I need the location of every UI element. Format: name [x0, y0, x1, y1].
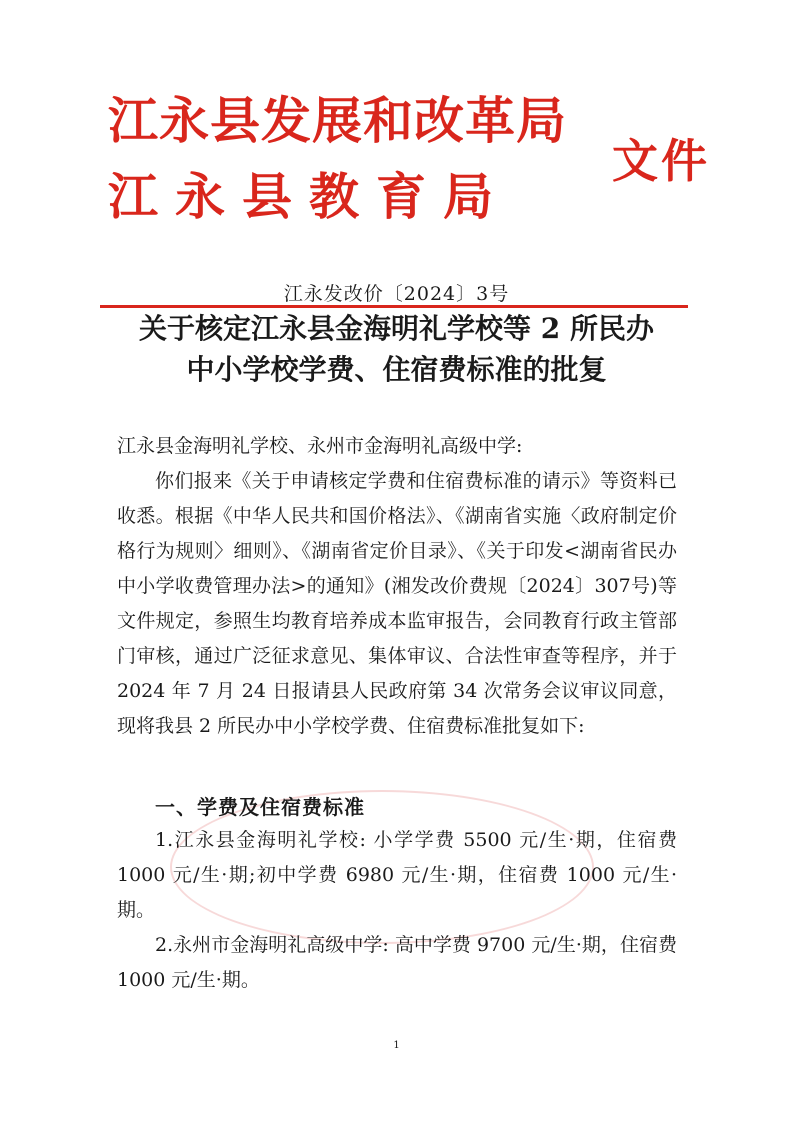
page-number: 1 — [393, 1040, 400, 1051]
document-number: 江永发改价〔2024〕3号 — [283, 283, 510, 305]
document-title-line2: 中小学校学费、住宿费标准的批复 — [186, 353, 607, 386]
section-heading-fee-standards: 一、学费及住宿费标准 — [155, 795, 365, 819]
fee-item-1: 1.江永县金海明礼学校: 小学学费 5500 元/生·期，住宿费 1000 元/生·期;初中学费 6980 元/生·期，住宿费 1000 元/生·期。 — [117, 829, 677, 921]
issuing-org-line2: 江永县教育局 — [108, 167, 510, 226]
document-type-label: 文件 — [612, 134, 710, 188]
header-red-rule — [100, 305, 688, 308]
body-paragraph-1: 你们报来《关于申请核定学费和住宿费标准的请示》等资料已收悉。根据《中华人民共和国价格法》、《湖南省实施〈政府制定价格行为规则〉细则》、《湖南省定价目录》、《关于印发<湖南省民办中小学收费管理办法>的通知》(湘发改价费规〔2024〕307号)等文件规定，参照生均教育培养成本监审报告，会同教育行政主管部门审核，通过广泛征求意见、集体审议、合法性审查等程序，并于 2024 年 7 月 24 日报请县人民政府第 34 次常务会议审议同意，现将我县 2 所民办中小学校学费、住宿费标准批复如下: — [117, 470, 677, 737]
issuing-org-line1: 江永县发展和改革局 — [108, 91, 567, 150]
document-title-line1: 关于核定江永县金海明礼学校等 2 所民办 — [139, 312, 654, 345]
fee-item-2: 2.永州市金海明礼高级中学: 高中学费 9700 元/生·期，住宿费 1000 元/生·期。 — [117, 934, 677, 991]
addressee: 江永县金海明礼学校、永州市金海明礼高级中学: — [117, 435, 523, 457]
